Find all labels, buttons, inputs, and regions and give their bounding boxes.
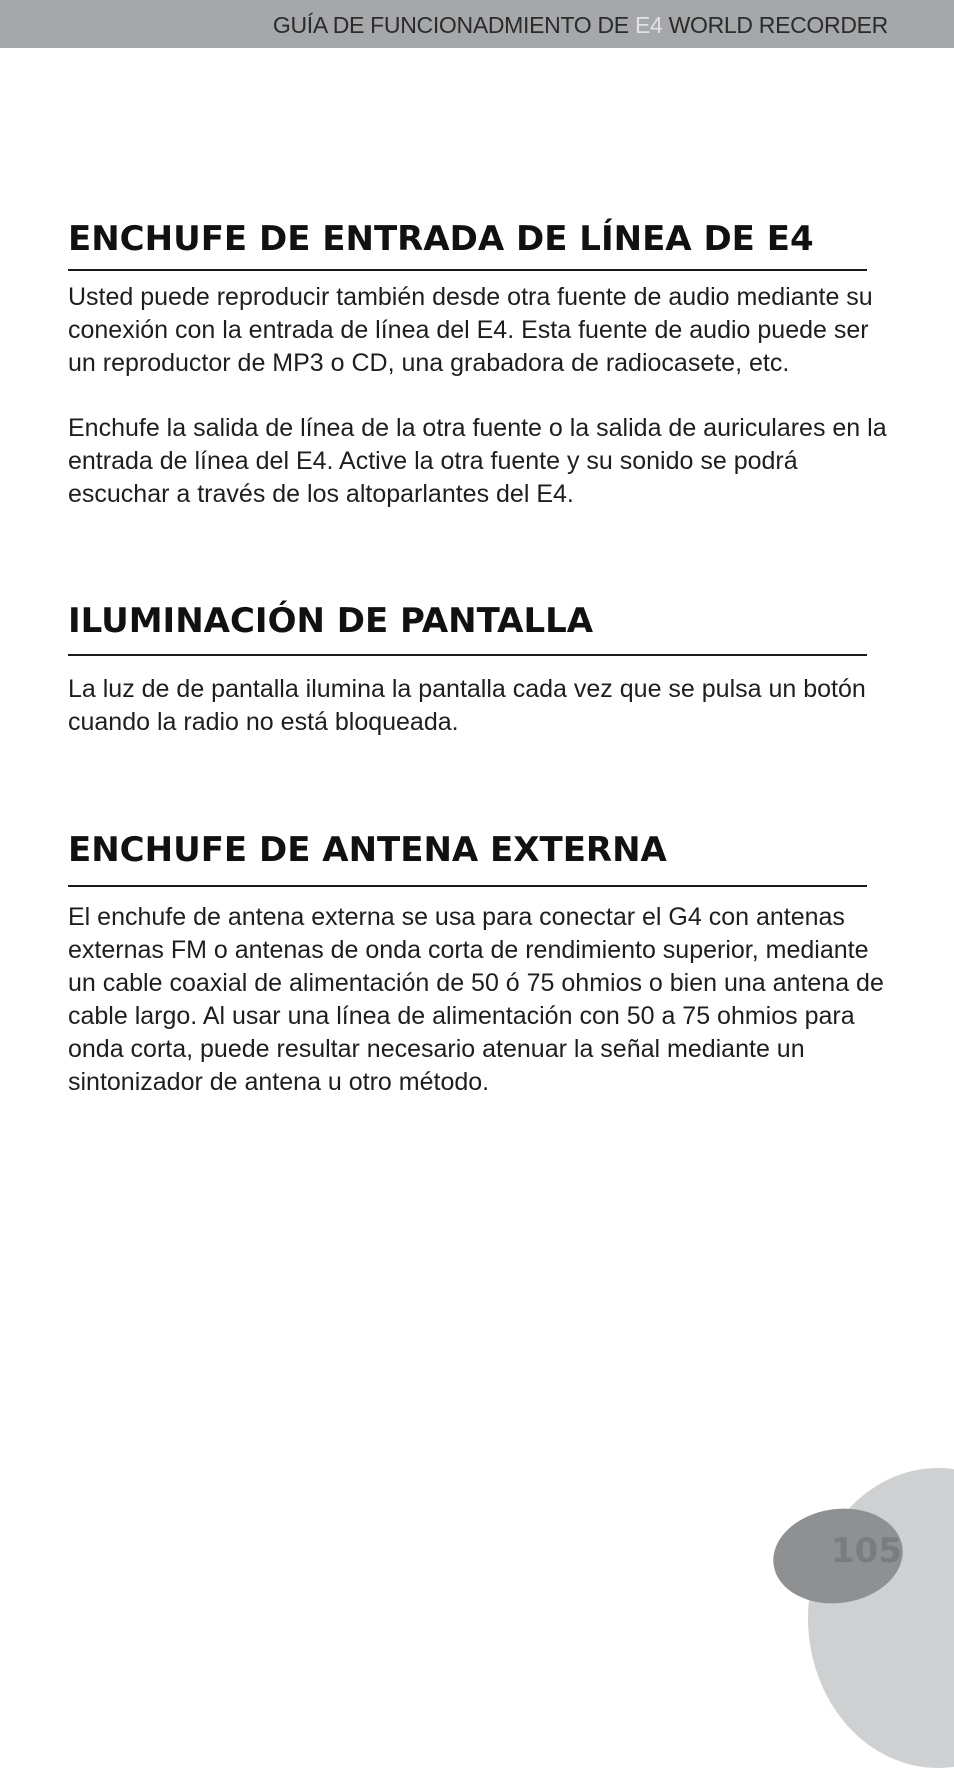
paragraph: Enchufe la salida de línea de la otra fuente o la salida de auriculares en la entrada de línea del E4. Active la otra fuente y su sonido se podrá escuchar a través de los altoparlantes del E4. [68,414,887,508]
paragraph: La luz de de pantalla ilumina la pantalla cada vez que se pulsa un botón cuando la radio no está bloqueada. [68,675,866,736]
section-rule [68,654,867,656]
section-title-line-in: ENCHUFE DE ENTRADA DE LÍNEA DE E4 [68,219,814,259]
header-suffix: WORLD RECORDER [662,12,888,38]
page-number: 105 [831,1531,902,1571]
header-prefix: GUÍA DE FUNCIONADMIENTO DE [272,12,635,38]
paragraph: El enchufe de antena externa se usa para conectar el G4 con antenas externas FM o antenas de onda corta de rendimiento superior, mediante un cable coaxial de alimentación de 50 ó 75 ohmios o bien una antena de cable largo. Al usar una línea de alimentación con 50 a 75 ohmios para onda corta, puede resultar necesario atenuar la señal mediante un sintonizador de antena u otro método. [68,903,884,1096]
running-header [273,12,888,38]
paragraph: Usted puede reproducir también desde otra fuente de audio mediante su conexión con la entrada de línea del E4. Esta fuente de audio puede ser un reproductor de MP3 o CD, una grabadora de radiocasete, etc. [68,283,873,377]
section-title-antenna: ENCHUFE DE ANTENA EXTERNA [68,830,667,870]
header-accent: E4 [634,12,663,38]
section-rule [68,269,867,271]
section-rule [68,885,867,887]
section-title-backlight: ILUMINACIÓN DE PANTALLA [68,601,594,641]
